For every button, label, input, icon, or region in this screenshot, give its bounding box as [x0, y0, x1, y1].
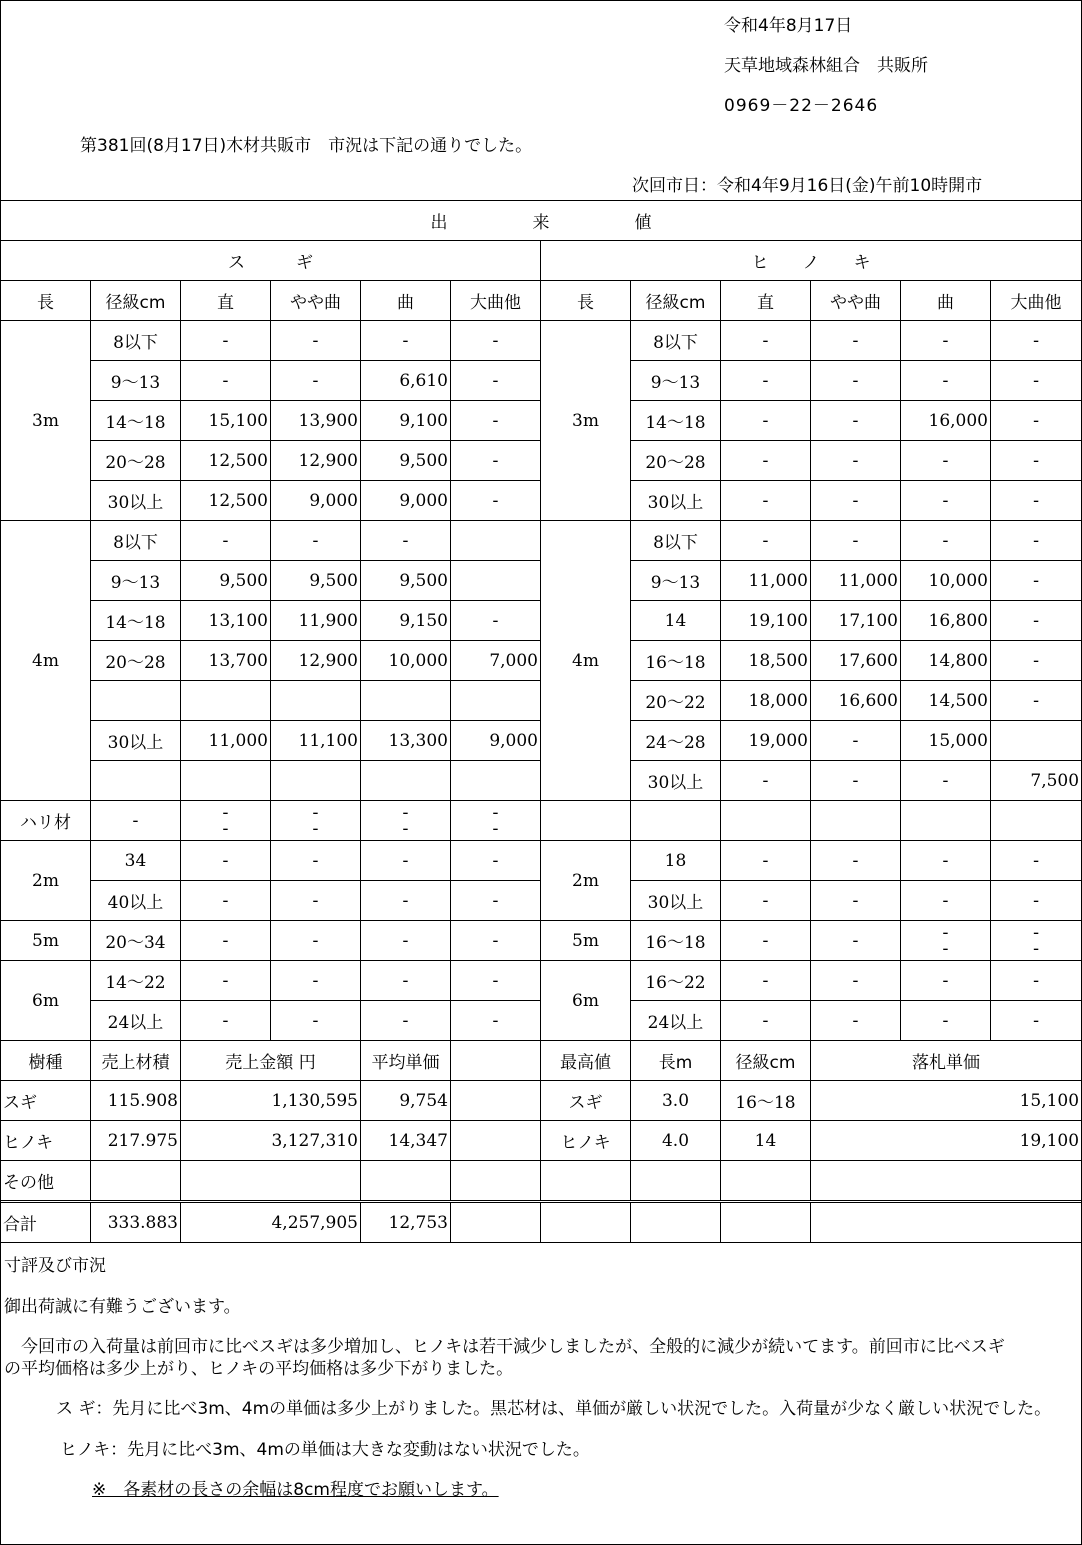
hinoki-price-cell: -: [721, 361, 811, 401]
sugi-hari-cell: - -: [271, 801, 361, 841]
highest-species: スギ: [541, 1081, 631, 1121]
sugi-hari-label: ハリ材: [1, 801, 91, 841]
highest-unit-price: 19,100: [811, 1121, 1082, 1161]
hinoki-length-2m: 2m: [541, 841, 631, 921]
hinoki-price-cell: -: [901, 361, 991, 401]
sugi-diameter-class: 24以上: [91, 1001, 181, 1041]
summary-volume: 333.883: [91, 1202, 181, 1243]
hinoki-empty-cell: [991, 801, 1082, 841]
sugi-price-cell: -: [451, 401, 541, 441]
sugi-price-cell: 13,100: [181, 601, 271, 641]
sugi-price-cell: 10,000: [361, 641, 451, 681]
highest-empty-cell: [541, 1161, 631, 1202]
table-row: [1, 521, 1082, 561]
hinoki-price-cell: 19,100: [721, 601, 811, 641]
sugi-price-cell: -: [361, 1001, 451, 1041]
hinoki-price-cell: 17,100: [811, 601, 901, 641]
sugi-price-cell: 9,500: [271, 561, 361, 601]
highest-empty-cell: [811, 1202, 1082, 1243]
sugi-hari-cell: - -: [451, 801, 541, 841]
summary-header-amount: 売上金額 円: [181, 1041, 361, 1081]
table-row: [1, 321, 1082, 361]
sugi-diameter-class: 8以下: [91, 321, 181, 361]
hinoki-price-cell: 16,000: [901, 401, 991, 441]
sugi-price-cell: -: [451, 961, 541, 1001]
hinoki-price-cell: -: [991, 441, 1082, 481]
hinoki-length-4m: 4m: [541, 521, 631, 801]
hinoki-price-cell: -: [991, 881, 1082, 921]
col-header-bend: 曲: [361, 281, 451, 321]
sugi-diameter-class: 20～28: [91, 441, 181, 481]
comment-paragraph-line1: 今回市の入荷量は前回市に比べスギは多少増加し、ヒノキは若干減少しましたが、全般的に減少が続いてます。前回市に比べスギ: [4, 1337, 1005, 1357]
table-row: [1, 1081, 1082, 1121]
col-header-bend: 曲: [901, 281, 991, 321]
sugi-price-cell: 13,900: [271, 401, 361, 441]
market-title: 第381回(8月17日)木材共販市 市況は下記の通りでした。: [80, 136, 533, 156]
issue-date: 令和4年8月17日: [724, 16, 853, 36]
summary-amount: 4,257,905: [181, 1202, 361, 1243]
sugi-price-cell: 13,300: [361, 721, 451, 761]
sugi-price-cell: 9,150: [361, 601, 451, 641]
sugi-price-cell: -: [451, 481, 541, 521]
hinoki-diameter-class: 8以下: [631, 321, 721, 361]
hinoki-diameter-class: 9～13: [631, 561, 721, 601]
summary-empty-cell: [451, 1121, 541, 1161]
hinoki-price-cell: -: [991, 521, 1082, 561]
sugi-price-cell: 12,900: [271, 441, 361, 481]
summary-empty-cell: [451, 1161, 541, 1202]
sugi-price-cell: 9,500: [361, 561, 451, 601]
hinoki-diameter-class: 20～28: [631, 441, 721, 481]
sugi-price-cell: -: [271, 921, 361, 961]
table-row: [1, 801, 1082, 841]
hinoki-price-cell: -: [811, 481, 901, 521]
hinoki-diameter-class: 24～28: [631, 721, 721, 761]
section-title: 出 来 値: [1, 201, 1082, 241]
phone-number: 0969－22－2646: [724, 96, 879, 116]
sugi-diameter-class: 20～28: [91, 641, 181, 681]
sugi-diameter-class: 9～13: [91, 361, 181, 401]
sugi-price-cell: [271, 681, 361, 721]
summary-average: 9,754: [361, 1081, 451, 1121]
hinoki-diameter-class: 30以上: [631, 481, 721, 521]
hinoki-price-cell: -: [901, 1001, 991, 1041]
organization-name: 天草地域森林組合 共販所: [724, 56, 928, 76]
hinoki-diameter-class: 24以上: [631, 1001, 721, 1041]
hinoki-price-cell: -: [901, 881, 991, 921]
summary-volume: 115.908: [91, 1081, 181, 1121]
hinoki-price-cell: -: [811, 921, 901, 961]
highest-header-length: 長m: [631, 1041, 721, 1081]
highest-empty-cell: [811, 1161, 1082, 1202]
summary-amount: 3,127,310: [181, 1121, 361, 1161]
hinoki-empty-cell: [901, 801, 991, 841]
sugi-price-cell: -: [271, 841, 361, 881]
sugi-price-cell: -: [361, 841, 451, 881]
hinoki-length-3m: 3m: [541, 321, 631, 521]
col-header-straight: 直: [721, 281, 811, 321]
sugi-diameter-class: 9～13: [91, 561, 181, 601]
sugi-price-cell: 7,000: [451, 641, 541, 681]
hinoki-price-cell: 18,000: [721, 681, 811, 721]
sugi-price-cell: -: [361, 321, 451, 361]
sugi-price-cell: -: [271, 521, 361, 561]
col-header-length: 長: [1, 281, 91, 321]
hinoki-price-cell: -: [811, 881, 901, 921]
sugi-diameter-class: 30以上: [91, 721, 181, 761]
sugi-diameter-class: 40以上: [91, 881, 181, 921]
highest-species: ヒノキ: [541, 1121, 631, 1161]
hinoki-price-cell: -: [721, 761, 811, 801]
col-header-diameter: 径級cm: [91, 281, 181, 321]
sugi-hari-cell: - -: [361, 801, 451, 841]
hinoki-price-cell: -: [991, 601, 1082, 641]
hinoki-price-cell: -: [811, 361, 901, 401]
hinoki-diameter-class: 16～18: [631, 921, 721, 961]
hinoki-price-cell: 7,500: [991, 761, 1082, 801]
hinoki-diameter-class: 16～22: [631, 961, 721, 1001]
hinoki-price-cell: -: [901, 441, 991, 481]
hinoki-price-cell: 15,000: [901, 721, 991, 761]
sugi-price-cell: 11,100: [271, 721, 361, 761]
hinoki-price-cell: -: [721, 921, 811, 961]
next-market-date: 次回市日：令和4年9月16日(金)午前10時開市: [632, 176, 983, 196]
sugi-price-cell: [181, 761, 271, 801]
summary-average: 12,753: [361, 1202, 451, 1243]
sugi-price-cell: 12,900: [271, 641, 361, 681]
sugi-price-cell: [181, 681, 271, 721]
sugi-price-cell: -: [181, 961, 271, 1001]
hinoki-price-cell: 11,000: [811, 561, 901, 601]
summary-header-species: 樹種: [1, 1041, 91, 1081]
sugi-price-cell: -: [271, 881, 361, 921]
sugi-length-2m: 2m: [1, 841, 91, 921]
summary-average: [361, 1161, 451, 1202]
hinoki-price-cell: 17,600: [811, 641, 901, 681]
sugi-diameter-class: [91, 761, 181, 801]
hinoki-price-cell: -: [811, 441, 901, 481]
table-row: [1, 921, 1082, 961]
sugi-price-cell: 12,500: [181, 441, 271, 481]
sugi-price-cell: -: [271, 361, 361, 401]
sugi-price-cell: -: [361, 881, 451, 921]
summary-amount: 1,130,595: [181, 1081, 361, 1121]
sugi-price-cell: 9,000: [451, 721, 541, 761]
highest-empty-cell: [721, 1161, 811, 1202]
hinoki-price-cell: 19,000: [721, 721, 811, 761]
table-row: [1, 1041, 1082, 1081]
hinoki-price-cell: -: [901, 521, 991, 561]
hinoki-price-cell: -: [901, 841, 991, 881]
summary-species: その他: [1, 1161, 91, 1202]
hinoki-price-cell: -: [991, 361, 1082, 401]
summary-header-average: 平均単価: [361, 1041, 451, 1081]
hinoki-diameter-class: 14～18: [631, 401, 721, 441]
summary-species: ヒノキ: [1, 1121, 91, 1161]
hinoki-length-5m: 5m: [541, 921, 631, 961]
table-row: [1, 841, 1082, 881]
sugi-diameter-class: 8以下: [91, 521, 181, 561]
sugi-price-cell: -: [271, 961, 361, 1001]
sugi-price-cell: -: [451, 361, 541, 401]
sugi-diameter-class: 20～34: [91, 921, 181, 961]
hinoki-price-cell: - -: [901, 921, 991, 961]
sugi-diameter-class: 14～18: [91, 601, 181, 641]
sugi-price-cell: -: [181, 921, 271, 961]
sugi-hari-cell: - -: [181, 801, 271, 841]
sugi-price-cell: -: [181, 881, 271, 921]
hinoki-price-cell: -: [721, 321, 811, 361]
hinoki-price-cell: -: [811, 401, 901, 441]
hinoki-price-cell: 10,000: [901, 561, 991, 601]
sugi-price-cell: 15,100: [181, 401, 271, 441]
highest-length: 4.0: [631, 1121, 721, 1161]
comment-paragraph-line2: の平均価格は多少上がり、ヒノキの平均価格は多少下がりました。: [4, 1359, 514, 1379]
col-header-slight-bend: やや曲: [811, 281, 901, 321]
table-row: [1, 1202, 1082, 1243]
sugi-price-cell: 11,000: [181, 721, 271, 761]
sugi-price-cell: -: [451, 921, 541, 961]
sugi-price-cell: 9,100: [361, 401, 451, 441]
highest-diameter: 16～18: [721, 1081, 811, 1121]
col-header-large-bend: 大曲他: [991, 281, 1082, 321]
sugi-price-cell: [451, 681, 541, 721]
hinoki-price-cell: -: [991, 1001, 1082, 1041]
sugi-price-cell: 9,500: [361, 441, 451, 481]
col-header-slight-bend: やや曲: [271, 281, 361, 321]
sugi-price-cell: -: [451, 841, 541, 881]
hinoki-price-cell: -: [811, 721, 901, 761]
hinoki-empty-cell: [541, 801, 631, 841]
sugi-diameter-class: 34: [91, 841, 181, 881]
hinoki-diameter-class: 18: [631, 841, 721, 881]
sugi-price-cell: -: [451, 441, 541, 481]
hinoki-price-cell: -: [991, 561, 1082, 601]
col-header-large-bend: 大曲他: [451, 281, 541, 321]
hinoki-price-cell: -: [721, 441, 811, 481]
hinoki-price-cell: -: [721, 401, 811, 441]
hinoki-price-cell: 14,800: [901, 641, 991, 681]
hinoki-price-cell: -: [901, 961, 991, 1001]
sugi-diameter-class: 30以上: [91, 481, 181, 521]
highest-empty-cell: [541, 1202, 631, 1243]
sugi-price-cell: -: [271, 321, 361, 361]
price-table: [0, 200, 1082, 1243]
sugi-price-cell: 9,500: [181, 561, 271, 601]
hinoki-price-cell: -: [991, 841, 1082, 881]
sugi-price-cell: [361, 761, 451, 801]
hinoki-price-cell: -: [721, 881, 811, 921]
sugi-price-cell: -: [181, 361, 271, 401]
hinoki-empty-cell: [811, 801, 901, 841]
highest-empty-cell: [721, 1202, 811, 1243]
highest-unit-price: 15,100: [811, 1081, 1082, 1121]
hinoki-price-cell: -: [811, 1001, 901, 1041]
hinoki-price-cell: 16,600: [811, 681, 901, 721]
hinoki-price-cell: -: [901, 761, 991, 801]
sugi-price-cell: -: [361, 921, 451, 961]
sugi-price-cell: -: [451, 601, 541, 641]
sugi-price-cell: 11,900: [271, 601, 361, 641]
hinoki-diameter-class: 8以下: [631, 521, 721, 561]
hinoki-diameter-class: 9～13: [631, 361, 721, 401]
hinoki-price-cell: -: [811, 521, 901, 561]
hinoki-price-cell: -: [991, 681, 1082, 721]
hinoki-title: ヒ ノ キ: [541, 241, 1082, 281]
summary-empty-cell: [451, 1081, 541, 1121]
sugi-length-4m: 4m: [1, 521, 91, 801]
hinoki-diameter-class: 30以上: [631, 761, 721, 801]
sugi-length-6m: 6m: [1, 961, 91, 1041]
highest-header-diameter: 径級cm: [721, 1041, 811, 1081]
sugi-price-cell: -: [361, 521, 451, 561]
hinoki-price-cell: -: [991, 401, 1082, 441]
hinoki-price-cell: [991, 721, 1082, 761]
hinoki-diameter-class: 14: [631, 601, 721, 641]
summary-empty-cell: [451, 1202, 541, 1243]
price-table-body: [1, 201, 1082, 1243]
sugi-price-cell: [451, 761, 541, 801]
sugi-price-cell: -: [181, 1001, 271, 1041]
table-row: [1, 961, 1082, 1001]
sugi-diameter-class: 14～22: [91, 961, 181, 1001]
sugi-diameter-class: 14～18: [91, 401, 181, 441]
hinoki-price-cell: -: [721, 481, 811, 521]
hinoki-price-cell: -: [991, 961, 1082, 1001]
hinoki-price-cell: 11,000: [721, 561, 811, 601]
hinoki-price-cell: -: [811, 321, 901, 361]
hinoki-price-cell: 18,500: [721, 641, 811, 681]
table-row: [1, 1161, 1082, 1202]
sugi-diameter-class: [91, 681, 181, 721]
hinoki-diameter-class: 20～22: [631, 681, 721, 721]
sugi-price-cell: -: [181, 841, 271, 881]
col-header-diameter: 径級cm: [631, 281, 721, 321]
hinoki-price-cell: -: [721, 841, 811, 881]
summary-species: 合計: [1, 1202, 91, 1243]
hinoki-diameter-class: 30以上: [631, 881, 721, 921]
col-header-length: 長: [541, 281, 631, 321]
sugi-price-cell: -: [181, 321, 271, 361]
sugi-price-cell: -: [181, 521, 271, 561]
summary-amount: [181, 1161, 361, 1202]
highest-header-unit-price: 落札単価: [811, 1041, 1082, 1081]
hinoki-price-cell: -: [991, 321, 1082, 361]
col-header-straight: 直: [181, 281, 271, 321]
highest-header-label: 最高値: [541, 1041, 631, 1081]
hinoki-empty-cell: [721, 801, 811, 841]
summary-species: スギ: [1, 1081, 91, 1121]
comment-hinoki: ヒノキ：先月に比べ3m、4mの単価は大きな変動はない状況でした。: [60, 1440, 590, 1460]
sugi-price-cell: -: [361, 961, 451, 1001]
hinoki-price-cell: -: [811, 761, 901, 801]
highest-empty-cell: [631, 1202, 721, 1243]
hinoki-diameter-class: 16～18: [631, 641, 721, 681]
hinoki-price-cell: -: [721, 1001, 811, 1041]
sugi-price-cell: -: [451, 1001, 541, 1041]
sugi-price-cell: [271, 761, 361, 801]
hinoki-price-cell: -: [721, 961, 811, 1001]
comment-sugi: ス ギ：先月に比べ3m、4mの単価は多少上がりました。黒芯材は、単価が厳しい状況でした。入荷量が少なく厳しい状況でした。: [56, 1399, 1052, 1419]
hinoki-price-cell: 16,800: [901, 601, 991, 641]
comment-heading: 寸評及び市況: [4, 1256, 106, 1276]
table-row: [1, 1121, 1082, 1161]
comment-thanks: 御出荷誠に有難うございます。: [4, 1297, 241, 1317]
highest-empty-cell: [631, 1161, 721, 1202]
sugi-price-cell: 9,000: [271, 481, 361, 521]
sugi-price-cell: [361, 681, 451, 721]
sugi-price-cell: [451, 561, 541, 601]
sugi-price-cell: [451, 521, 541, 561]
summary-empty-cell: [451, 1041, 541, 1081]
highest-diameter: 14: [721, 1121, 811, 1161]
hinoki-price-cell: -: [811, 961, 901, 1001]
summary-average: 14,347: [361, 1121, 451, 1161]
sugi-price-cell: 13,700: [181, 641, 271, 681]
sugi-price-cell: -: [451, 881, 541, 921]
hinoki-price-cell: -: [991, 481, 1082, 521]
sugi-price-cell: 6,610: [361, 361, 451, 401]
sugi-hari-cell: -: [91, 801, 181, 841]
hinoki-price-cell: 14,500: [901, 681, 991, 721]
hinoki-length-6m: 6m: [541, 961, 631, 1041]
highest-length: 3.0: [631, 1081, 721, 1121]
hinoki-price-cell: -: [721, 521, 811, 561]
sugi-length-5m: 5m: [1, 921, 91, 961]
summary-volume: [91, 1161, 181, 1202]
sugi-title: ス ギ: [1, 241, 541, 281]
hinoki-price-cell: -: [811, 841, 901, 881]
hinoki-empty-cell: [631, 801, 721, 841]
sugi-price-cell: -: [451, 321, 541, 361]
sugi-price-cell: 9,000: [361, 481, 451, 521]
hinoki-price-cell: -: [991, 641, 1082, 681]
hinoki-price-cell: -: [901, 321, 991, 361]
summary-header-volume: 売上材積: [91, 1041, 181, 1081]
hinoki-price-cell: -: [901, 481, 991, 521]
hinoki-price-cell: - -: [991, 921, 1082, 961]
comment-note: ※ 各素材の長さの余幅は8cm程度でお願いします。: [92, 1480, 499, 1500]
sugi-price-cell: -: [271, 1001, 361, 1041]
sugi-price-cell: 12,500: [181, 481, 271, 521]
sugi-length-3m: 3m: [1, 321, 91, 521]
summary-volume: 217.975: [91, 1121, 181, 1161]
